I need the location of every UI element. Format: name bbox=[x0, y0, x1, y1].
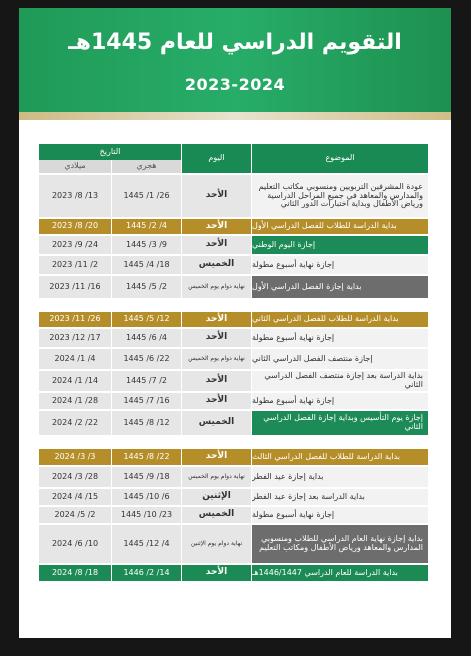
event-subject: بداية الدراسة للطلاب للفصل الدراسي الثالث bbox=[252, 449, 428, 465]
day-name: نهاية دوام يوم الخميس bbox=[182, 349, 251, 369]
table-row bbox=[39, 219, 428, 234]
hijri-date: 1445 /5 /12 bbox=[112, 312, 181, 327]
hijri-date: 1445 /7 /16 bbox=[112, 393, 181, 409]
event-subject: بداية الدراسة بعد إجازة منتصف الفصل الدراسي الثاني bbox=[252, 371, 428, 391]
hijri-date: 1445 /4 /18 bbox=[112, 256, 181, 274]
day-name: الأحد bbox=[182, 236, 251, 254]
event-subject: بداية الدراسة بعد إجازة عيد الفطر bbox=[252, 489, 428, 505]
section-gap bbox=[39, 435, 428, 447]
hijri-date: 1445 /8 /12 bbox=[112, 411, 181, 435]
event-subject: عودة المشرفين التربويين ومنسوبي مكاتب التعليم والمدارس والمعاهد في جميع المراحل الدراسية ورياض الأطفال وبداية اختبارات الدور الثاني bbox=[252, 175, 428, 217]
event-subject: إجازة نهاية أسبوع مطولة bbox=[252, 507, 428, 523]
event-subject: بداية إجازة الفصل الدراسي الأول bbox=[252, 276, 428, 298]
day-name: نهاية دوام يوم الخميس bbox=[182, 467, 251, 487]
hijri-date: 1445 /9 /18 bbox=[112, 467, 181, 487]
page-title: التقويم الدراسي للعام 1445هـ bbox=[68, 30, 402, 55]
gregorian-date: 2024 /6 /10 bbox=[39, 525, 111, 563]
day-name: الخميس bbox=[182, 507, 251, 523]
page-subtitle: 2023-2024 bbox=[184, 75, 286, 94]
hijri-date: 1445 /5 /2 bbox=[112, 276, 181, 298]
gregorian-date: 2023 /12 /17 bbox=[39, 329, 111, 347]
calendar-table bbox=[39, 144, 428, 581]
gregorian-date: 2024 /5 /2 bbox=[39, 507, 111, 523]
day-name: الأحد bbox=[182, 371, 251, 391]
table-row bbox=[39, 565, 428, 581]
day-name: الخميس bbox=[182, 411, 251, 435]
event-subject: بداية إجازة عيد الفطر bbox=[252, 467, 428, 487]
event-subject: إجازة نهاية أسبوع مطولة bbox=[252, 329, 428, 347]
day-name: الأحد bbox=[182, 175, 251, 217]
table-row bbox=[39, 449, 428, 465]
table-row bbox=[39, 175, 428, 217]
header-banner bbox=[19, 8, 451, 112]
event-subject: إجازة نهاية أسبوع مطولة bbox=[252, 393, 428, 409]
table-row bbox=[39, 256, 428, 274]
section-gap bbox=[39, 298, 428, 310]
table-row bbox=[39, 525, 428, 563]
table-row bbox=[39, 371, 428, 391]
table-row bbox=[39, 507, 428, 523]
event-subject: إجازة نهاية أسبوع مطولة bbox=[252, 256, 428, 274]
gregorian-date: 2023 /11 /2 bbox=[39, 256, 111, 274]
hijri-header: هجري bbox=[112, 160, 181, 173]
calendar-sheet bbox=[19, 8, 451, 638]
event-subject: بداية الدراسة للطلاب للفصل الدراسي الأول bbox=[252, 219, 428, 234]
gregorian-date: 2024 /1 /4 bbox=[39, 349, 111, 369]
day-name: الأحد bbox=[182, 312, 251, 327]
table-row bbox=[39, 393, 428, 409]
day-name: الأحد bbox=[182, 565, 251, 581]
gregorian-date: 2024 /2 /22 bbox=[39, 411, 111, 435]
hijri-date: 1445 /1 /26 bbox=[112, 175, 181, 217]
hijri-date: 1446 /2 /14 bbox=[112, 565, 181, 581]
table-body bbox=[39, 175, 428, 581]
day-name: الإثنين bbox=[182, 489, 251, 505]
gregorian-header: ميلادي bbox=[39, 160, 111, 173]
hijri-date: 1445 /10 /23 bbox=[112, 507, 181, 523]
gregorian-date: 2024 /8 /18 bbox=[39, 565, 111, 581]
day-header: اليوم bbox=[182, 144, 251, 173]
event-subject: بداية الدراسة للطلاب للفصل الدراسي الثاني bbox=[252, 312, 428, 327]
event-subject: إجازة اليوم الوطني bbox=[252, 236, 428, 254]
table-row bbox=[39, 349, 428, 369]
hijri-date: 1445 /12 /4 bbox=[112, 525, 181, 563]
hijri-date: 1445 /6 /4 bbox=[112, 329, 181, 347]
gregorian-date: 2024 /1 /28 bbox=[39, 393, 111, 409]
event-subject: بداية الدراسة للعام الدراسي 1446/1447هـ bbox=[252, 565, 428, 581]
day-name: الأحد bbox=[182, 393, 251, 409]
hijri-date: 1445 /8 /22 bbox=[112, 449, 181, 465]
subject-header: الموضوع bbox=[252, 144, 428, 173]
table-subheader-row bbox=[39, 160, 428, 173]
hijri-date: 1445 /7 /2 bbox=[112, 371, 181, 391]
event-subject: إجازة منتصف الفصل الدراسي الثاني bbox=[252, 349, 428, 369]
date-header: التاريخ bbox=[39, 144, 181, 160]
gregorian-date: 2024 /3 /28 bbox=[39, 467, 111, 487]
hijri-date: 1445 /2 /4 bbox=[112, 219, 181, 234]
event-subject: إجازة يوم التأسيس وبداية إجازة الفصل الدراسي الثاني bbox=[252, 411, 428, 435]
table-row bbox=[39, 329, 428, 347]
table-header-row bbox=[39, 144, 428, 163]
table-row bbox=[39, 467, 428, 487]
day-name: نهاية دوام يوم الخميس bbox=[182, 276, 251, 298]
gregorian-date: 2023 /11 /26 bbox=[39, 312, 111, 327]
gregorian-date: 2024 /1 /14 bbox=[39, 371, 111, 391]
table-row bbox=[39, 411, 428, 435]
table-row bbox=[39, 276, 428, 298]
hijri-date: 1445 /3 /9 bbox=[112, 236, 181, 254]
table-row bbox=[39, 312, 428, 327]
gregorian-date: 2023 /9 /24 bbox=[39, 236, 111, 254]
table-row bbox=[39, 489, 428, 505]
decorative-stripe bbox=[19, 112, 451, 120]
day-name: نهاية دوام يوم الإثنين bbox=[182, 525, 251, 563]
day-name: الأحد bbox=[182, 219, 251, 234]
table-row bbox=[39, 236, 428, 254]
day-name: الخميس bbox=[182, 256, 251, 274]
day-name: الأحد bbox=[182, 449, 251, 465]
hijri-date: 1445 /10 /6 bbox=[112, 489, 181, 505]
gregorian-date: 2023 /8 /13 bbox=[39, 175, 111, 217]
gregorian-date: 2024 /3 /3 bbox=[39, 449, 111, 465]
gregorian-date: 2024 /4 /15 bbox=[39, 489, 111, 505]
day-name: الأحد bbox=[182, 329, 251, 347]
event-subject: بداية إجازة نهاية العام الدراسي للطلاب ومنسوبي المدارس والمعاهد ورياض الأطفال ومكاتب التعليم bbox=[252, 525, 428, 563]
gregorian-date: 2023 /8 /20 bbox=[39, 219, 111, 234]
hijri-date: 1445 /6 /22 bbox=[112, 349, 181, 369]
gregorian-date: 2023 /11 /16 bbox=[39, 276, 111, 298]
